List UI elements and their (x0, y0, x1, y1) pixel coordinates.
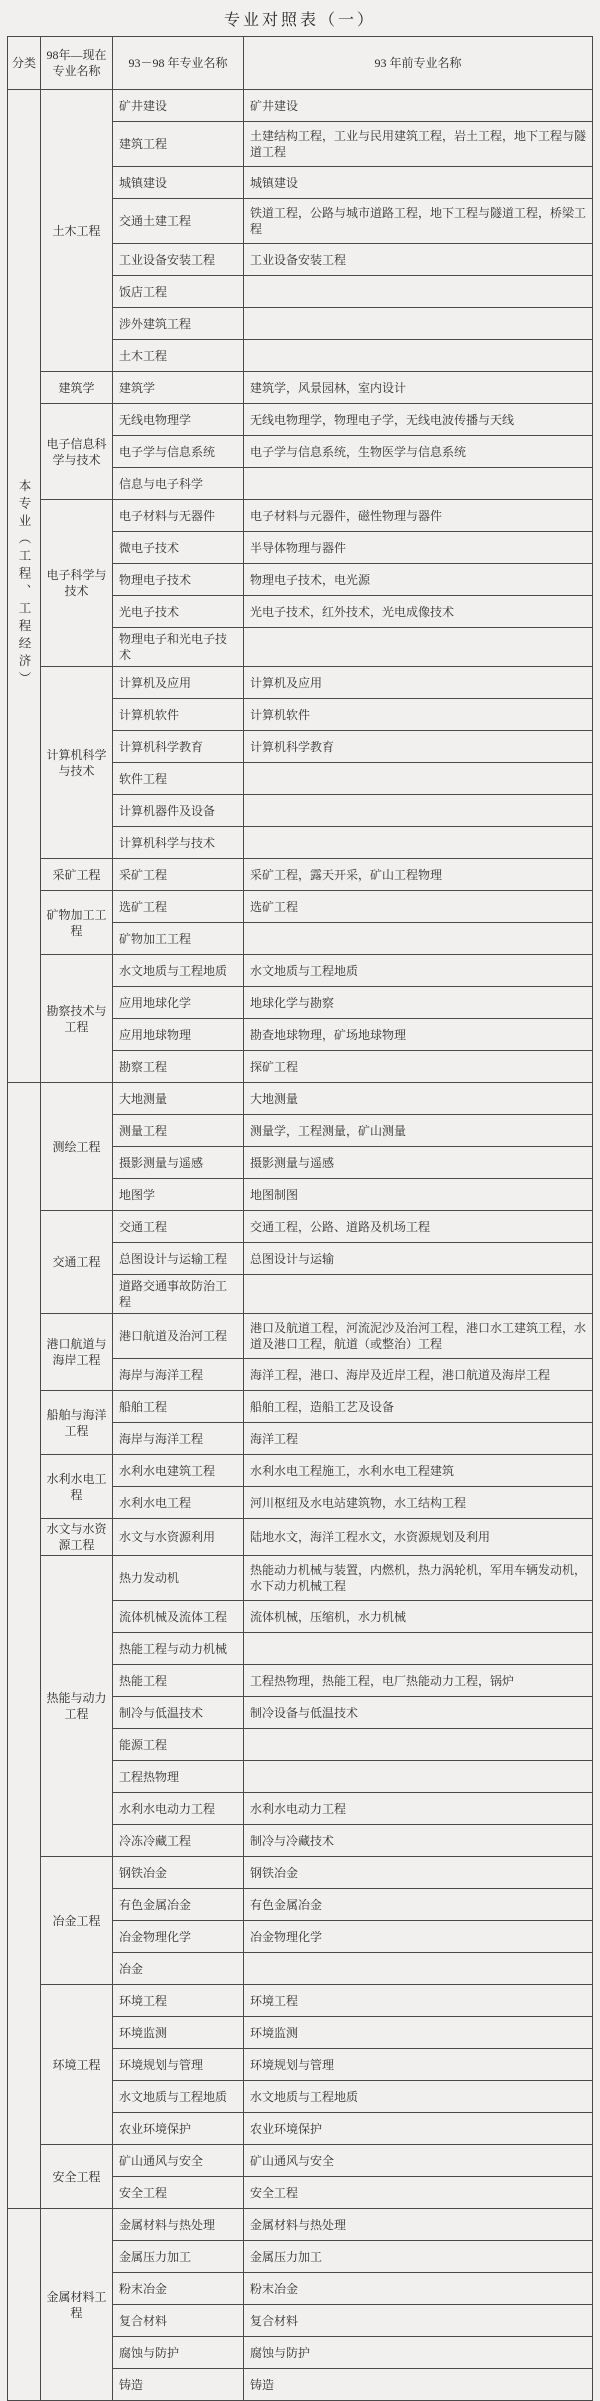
major-pre93-cell: 土建结构工程，工业与民用建筑工程，岩土工程，地下工程与隧道工程 (244, 122, 593, 167)
major-9398-cell: 无线电物理学 (113, 404, 244, 436)
major-pre93-cell: 大地测量 (244, 1083, 593, 1115)
group-name-cell: 电子信息科学与技术 (41, 404, 113, 500)
major-pre93-cell: 农业环境保护 (244, 2113, 593, 2145)
header-pre-93: 93 年前专业名称 (244, 37, 593, 90)
major-pre93-cell: 金属材料与热处理 (244, 2209, 593, 2241)
major-pre93-cell (244, 308, 593, 340)
major-9398-cell: 能源工程 (113, 1729, 244, 1761)
major-pre93-cell: 船舶工程，造船工艺及设备 (244, 1391, 593, 1423)
major-9398-cell: 应用地球物理 (113, 1019, 244, 1051)
major-pre93-cell: 复合材料 (244, 2305, 593, 2337)
major-9398-cell: 环境工程 (113, 1985, 244, 2017)
table-row (8, 1455, 593, 1487)
group-name-cell: 土木工程 (41, 90, 113, 372)
major-pre93-cell (244, 276, 593, 308)
major-pre93-cell: 金属压力加工 (244, 2241, 593, 2273)
major-pre93-cell (244, 763, 593, 795)
table-row (8, 1556, 593, 1601)
major-9398-cell: 计算机科学与技术 (113, 827, 244, 859)
major-9398-cell: 土木工程 (113, 340, 244, 372)
major-pre93-cell: 铸造 (244, 2369, 593, 2401)
group-name-cell: 冶金工程 (41, 1857, 113, 1985)
major-9398-cell: 矿山通风与安全 (113, 2145, 244, 2177)
group-name-cell: 水利水电工程 (41, 1455, 113, 1519)
major-pre93-cell: 计算机及应用 (244, 667, 593, 699)
major-9398-cell: 计算机及应用 (113, 667, 244, 699)
major-9398-cell: 工业设备安装工程 (113, 244, 244, 276)
major-9398-cell: 热能工程与动力机械 (113, 1633, 244, 1665)
major-9398-cell: 地图学 (113, 1179, 244, 1211)
major-pre93-cell: 制冷与冷藏技术 (244, 1825, 593, 1857)
major-pre93-cell: 电子材料与元器件，磁性物理与器件 (244, 500, 593, 532)
group-name-cell: 安全工程 (41, 2145, 113, 2209)
group-name-cell: 交通工程 (41, 1211, 113, 1314)
major-9398-cell: 城镇建设 (113, 167, 244, 199)
major-pre93-cell (244, 795, 593, 827)
major-9398-cell: 水文地质与工程地质 (113, 2081, 244, 2113)
major-9398-cell: 港口航道及治河工程 (113, 1314, 244, 1359)
table-row (8, 2209, 593, 2241)
page-title: 专业对照表（一） (223, 12, 376, 29)
category-cell (8, 1083, 41, 2209)
major-pre93-cell: 探矿工程 (244, 1051, 593, 1083)
major-9398-cell: 海岸与海洋工程 (113, 1359, 244, 1391)
major-9398-cell: 涉外建筑工程 (113, 308, 244, 340)
major-9398-cell: 冶金物理化学 (113, 1921, 244, 1953)
group-name-cell: 采矿工程 (41, 859, 113, 891)
major-9398-cell: 有色金属冶金 (113, 1889, 244, 1921)
major-comparison-table (7, 36, 593, 2401)
group-name-cell: 电子科学与技术 (41, 500, 113, 667)
header-93-98: 93－98 年专业名称 (113, 37, 244, 90)
table-row (8, 1857, 593, 1889)
group-name-cell: 计算机科学与技术 (41, 667, 113, 859)
group-name-cell: 港口航道与海岸工程 (41, 1314, 113, 1391)
major-pre93-cell: 选矿工程 (244, 891, 593, 923)
major-pre93-cell: 电子学与信息系统，生物医学与信息系统 (244, 436, 593, 468)
major-pre93-cell: 环境监测 (244, 2017, 593, 2049)
major-pre93-cell: 水文地质与工程地质 (244, 955, 593, 987)
group-name-cell: 金属材料工程 (41, 2209, 113, 2401)
major-9398-cell: 勘察工程 (113, 1051, 244, 1083)
table-row (8, 404, 593, 436)
table-row (8, 1985, 593, 2017)
major-pre93-cell: 地图制图 (244, 1179, 593, 1211)
major-pre93-cell: 测量学，工程测量，矿山测量 (244, 1115, 593, 1147)
major-pre93-cell (244, 827, 593, 859)
major-pre93-cell: 水利水电工程施工，水利水电工程建筑 (244, 1455, 593, 1487)
major-9398-cell: 信息与电子科学 (113, 468, 244, 500)
table-row (8, 859, 593, 891)
major-pre93-cell: 交通工程，公路、道路及机场工程 (244, 1211, 593, 1243)
major-9398-cell: 流体机械及流体工程 (113, 1601, 244, 1633)
major-9398-cell: 金属压力加工 (113, 2241, 244, 2273)
major-pre93-cell (244, 1275, 593, 1314)
table-row (8, 1083, 593, 1115)
major-9398-cell: 冶金 (113, 1953, 244, 1985)
major-9398-cell: 计算机软件 (113, 699, 244, 731)
major-pre93-cell (244, 340, 593, 372)
major-9398-cell: 计算机器件及设备 (113, 795, 244, 827)
major-pre93-cell: 地球化学与勘察 (244, 987, 593, 1019)
table-body (8, 90, 593, 2401)
major-9398-cell: 饭店工程 (113, 276, 244, 308)
major-pre93-cell (244, 1761, 593, 1793)
major-pre93-cell: 矿山通风与安全 (244, 2145, 593, 2177)
major-pre93-cell (244, 1633, 593, 1665)
major-9398-cell: 交通工程 (113, 1211, 244, 1243)
major-9398-cell: 建筑工程 (113, 122, 244, 167)
major-9398-cell: 微电子技术 (113, 532, 244, 564)
major-9398-cell: 建筑学 (113, 372, 244, 404)
major-9398-cell: 金属材料与热处理 (113, 2209, 244, 2241)
major-pre93-cell: 安全工程 (244, 2177, 593, 2209)
major-9398-cell: 工程热物理 (113, 1761, 244, 1793)
major-pre93-cell: 水文地质与工程地质 (244, 2081, 593, 2113)
group-name-cell: 热能与动力工程 (41, 1556, 113, 1857)
table-row (8, 1391, 593, 1423)
major-pre93-cell: 工业设备安装工程 (244, 244, 593, 276)
major-pre93-cell: 冶金物理化学 (244, 1921, 593, 1953)
group-name-cell: 矿物加工工程 (41, 891, 113, 955)
major-9398-cell: 水利水电动力工程 (113, 1793, 244, 1825)
major-pre93-cell: 粉末冶金 (244, 2273, 593, 2305)
major-9398-cell: 采矿工程 (113, 859, 244, 891)
group-name-cell: 勘察技术与工程 (41, 955, 113, 1083)
header-98-now: 98年—现在专业名称 (41, 37, 113, 90)
major-9398-cell: 矿井建设 (113, 90, 244, 122)
major-pre93-cell (244, 923, 593, 955)
major-9398-cell: 电子材料与无器件 (113, 500, 244, 532)
major-9398-cell: 铸造 (113, 2369, 244, 2401)
major-pre93-cell: 热能动力机械与装置，内燃机，热力涡轮机，军用车辆发动机，水下动力机械工程 (244, 1556, 593, 1601)
major-pre93-cell: 摄影测量与遥感 (244, 1147, 593, 1179)
major-9398-cell: 热能工程 (113, 1665, 244, 1697)
major-9398-cell: 腐蚀与防护 (113, 2337, 244, 2369)
major-9398-cell: 物理电子技术 (113, 564, 244, 596)
major-9398-cell: 环境监测 (113, 2017, 244, 2049)
table-row (8, 955, 593, 987)
major-9398-cell: 应用地球化学 (113, 987, 244, 1019)
category-cell (8, 2209, 41, 2401)
major-pre93-cell: 计算机科学教育 (244, 731, 593, 763)
major-9398-cell: 制冷与低温技术 (113, 1697, 244, 1729)
major-pre93-cell: 河川枢纽及水电站建筑物，水工结构工程 (244, 1487, 593, 1519)
major-9398-cell: 水文地质与工程地质 (113, 955, 244, 987)
major-pre93-cell: 水利水电动力工程 (244, 1793, 593, 1825)
major-9398-cell: 环境规划与管理 (113, 2049, 244, 2081)
major-9398-cell: 水文与水资源利用 (113, 1519, 244, 1556)
major-pre93-cell: 半导体物理与器件 (244, 532, 593, 564)
major-9398-cell: 粉末冶金 (113, 2273, 244, 2305)
group-name-cell: 环境工程 (41, 1985, 113, 2145)
group-name-cell: 建筑学 (41, 372, 113, 404)
major-9398-cell: 热力发动机 (113, 1556, 244, 1601)
major-pre93-cell: 城镇建设 (244, 167, 593, 199)
major-9398-cell: 摄影测量与遥感 (113, 1147, 244, 1179)
table-row (8, 372, 593, 404)
major-9398-cell: 测量工程 (113, 1115, 244, 1147)
major-pre93-cell: 港口及航道工程，河流泥沙及治河工程，港口水工建筑工程，水道及港口工程，航道（或整治）工程 (244, 1314, 593, 1359)
major-pre93-cell (244, 1953, 593, 1985)
major-9398-cell: 电子学与信息系统 (113, 436, 244, 468)
major-9398-cell: 复合材料 (113, 2305, 244, 2337)
major-9398-cell: 水利水电工程 (113, 1487, 244, 1519)
major-pre93-cell: 矿井建设 (244, 90, 593, 122)
major-pre93-cell: 钢铁冶金 (244, 1857, 593, 1889)
major-9398-cell: 矿物加工工程 (113, 923, 244, 955)
major-9398-cell: 水利水电建筑工程 (113, 1455, 244, 1487)
major-pre93-cell: 铁道工程，公路与城市道路工程，地下工程与隧道工程，桥梁工程 (244, 199, 593, 244)
major-9398-cell: 光电子技术 (113, 596, 244, 628)
major-pre93-cell: 计算机软件 (244, 699, 593, 731)
major-9398-cell: 大地测量 (113, 1083, 244, 1115)
group-name-cell: 水文与水资源工程 (41, 1519, 113, 1556)
major-9398-cell: 总图设计与运输工程 (113, 1243, 244, 1275)
major-pre93-cell: 建筑学，风景园林，室内设计 (244, 372, 593, 404)
table-row (8, 891, 593, 923)
major-9398-cell: 船舶工程 (113, 1391, 244, 1423)
major-pre93-cell: 海洋工程 (244, 1423, 593, 1455)
major-pre93-cell: 总图设计与运输 (244, 1243, 593, 1275)
header-category: 分类 (8, 37, 41, 90)
major-pre93-cell (244, 1729, 593, 1761)
major-pre93-cell: 采矿工程，露天开采，矿山工程物理 (244, 859, 593, 891)
major-pre93-cell (244, 468, 593, 500)
major-9398-cell: 选矿工程 (113, 891, 244, 923)
major-9398-cell: 农业环境保护 (113, 2113, 244, 2145)
group-name-cell: 船舶与海洋工程 (41, 1391, 113, 1455)
major-pre93-cell: 腐蚀与防护 (244, 2337, 593, 2369)
group-name-cell: 测绘工程 (41, 1083, 113, 1211)
table-row (8, 1211, 593, 1243)
major-pre93-cell: 环境规划与管理 (244, 2049, 593, 2081)
major-pre93-cell: 海洋工程，港口、海岸及近岸工程，港口航道及海岸工程 (244, 1359, 593, 1391)
major-9398-cell: 冷冻冷藏工程 (113, 1825, 244, 1857)
major-pre93-cell: 流体机械，压缩机，水力机械 (244, 1601, 593, 1633)
major-pre93-cell (244, 628, 593, 667)
major-9398-cell: 海岸与海洋工程 (113, 1423, 244, 1455)
major-pre93-cell: 有色金属冶金 (244, 1889, 593, 1921)
header-row (8, 37, 593, 90)
table-row (8, 90, 593, 122)
table-row (8, 2145, 593, 2177)
major-9398-cell: 钢铁冶金 (113, 1857, 244, 1889)
major-pre93-cell: 环境工程 (244, 1985, 593, 2017)
major-pre93-cell: 陆地水文，海洋工程水文，水资源规划及利用 (244, 1519, 593, 1556)
major-pre93-cell: 无线电物理学，物理电子学，无线电波传播与天线 (244, 404, 593, 436)
major-9398-cell: 安全工程 (113, 2177, 244, 2209)
table-row (8, 1314, 593, 1359)
category-cell (8, 90, 41, 1083)
major-9398-cell: 计算机科学教育 (113, 731, 244, 763)
major-9398-cell: 道路交通事故防治工程 (113, 1275, 244, 1314)
major-pre93-cell: 制冷设备与低温技术 (244, 1697, 593, 1729)
table-row (8, 667, 593, 699)
major-pre93-cell: 工程热物理，热能工程，电厂热能动力工程，锅炉 (244, 1665, 593, 1697)
major-pre93-cell: 勘查地球物理，矿场地球物理 (244, 1019, 593, 1051)
major-9398-cell: 软件工程 (113, 763, 244, 795)
table-row (8, 500, 593, 532)
major-9398-cell: 交通土建工程 (113, 199, 244, 244)
major-pre93-cell: 光电子技术，红外技术，光电成像技术 (244, 596, 593, 628)
major-pre93-cell: 物理电子技术，电光源 (244, 564, 593, 596)
major-9398-cell: 物理电子和光电子技术 (113, 628, 244, 667)
table-header (8, 37, 593, 90)
category-vertical-label: 本专业（工程、工程经济） (17, 479, 31, 689)
table-row (8, 1519, 593, 1556)
